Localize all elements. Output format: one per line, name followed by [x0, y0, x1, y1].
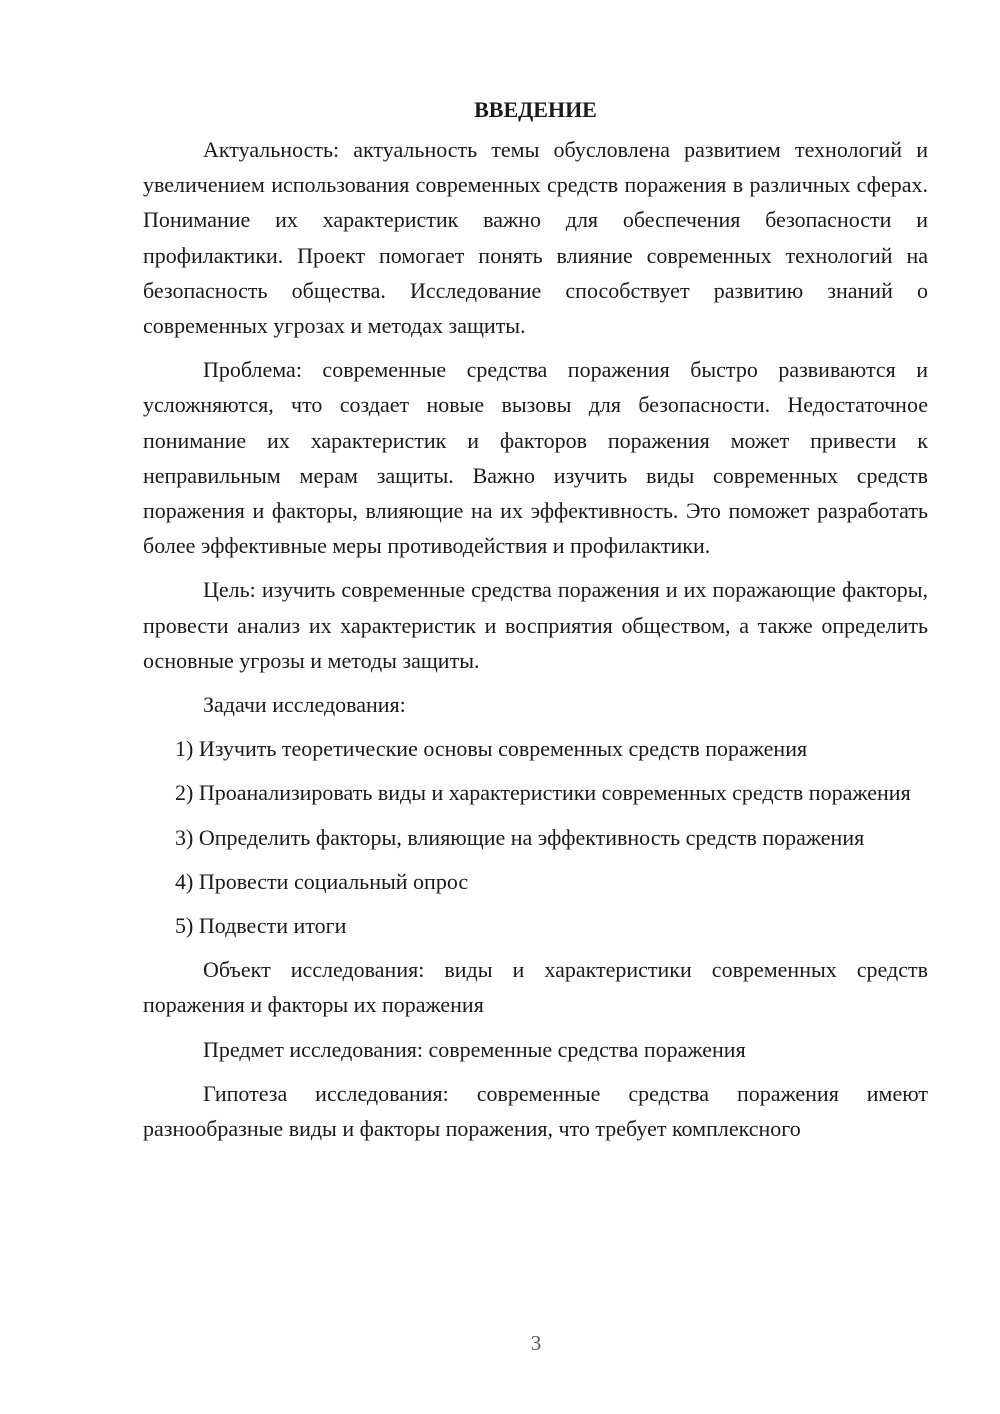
paragraph-tasks-heading: Задачи исследования:	[203, 692, 406, 718]
document-page	[143, 92, 928, 1155]
paragraph-goal: Цель: изучить современные средства поражения и их поражающие факторы, провести анализ их характеристик и восприятия обществом, а также определить основные угрозы и методы защиты.	[143, 577, 928, 673]
task-item: 1) Изучить теоретические основы современных средств поражения	[175, 736, 808, 762]
task-item: 4) Провести социальный опрос	[175, 868, 469, 894]
task-item: 2) Проанализировать виды и характеристики современных средств поражения	[175, 780, 911, 806]
paragraph-hypothesis: Гипотеза исследования: современные средства поражения имеют разнообразные виды и факторы поражения, что требует комплексного	[143, 1080, 928, 1142]
paragraph-object: Объект исследования: виды и характеристики современных средств поражения и факторы их поражения	[143, 957, 928, 1018]
task-item: 5) Подвести итоги	[175, 913, 347, 939]
paragraph-problem: Проблема: современные средства поражения быстро развиваются и усложняются, что создает новые вызовы для безопасности. Недостаточное понимание их характеристик и факторов поражения может привести к неправильным мерам защиты. Важно изучить виды современных средств поражения и факторы, влияющие на их эффективность. Это поможет разработать более эффективные меры противодействия и профилактики.	[143, 357, 928, 559]
task-item: 3) Определить факторы, влияющие на эффективность средств поражения	[175, 824, 865, 850]
paragraph-subject: Предмет исследования: современные средства поражения	[203, 1036, 746, 1062]
paragraph-relevance: Актуальность: актуальность темы обусловлена развитием технологий и увеличением использования современных средств поражения в различных сферах. Понимание их характеристик важно для обеспечения безопасности и профилактики. Проект помогает понять влияние современных технологий на безопасность общества. Исследование способствует развитию знаний о современных угрозах и методах защиты.	[143, 137, 928, 339]
section-title: ВВЕДЕНИЕ	[474, 97, 597, 122]
page-number: 3	[530, 1331, 542, 1355]
